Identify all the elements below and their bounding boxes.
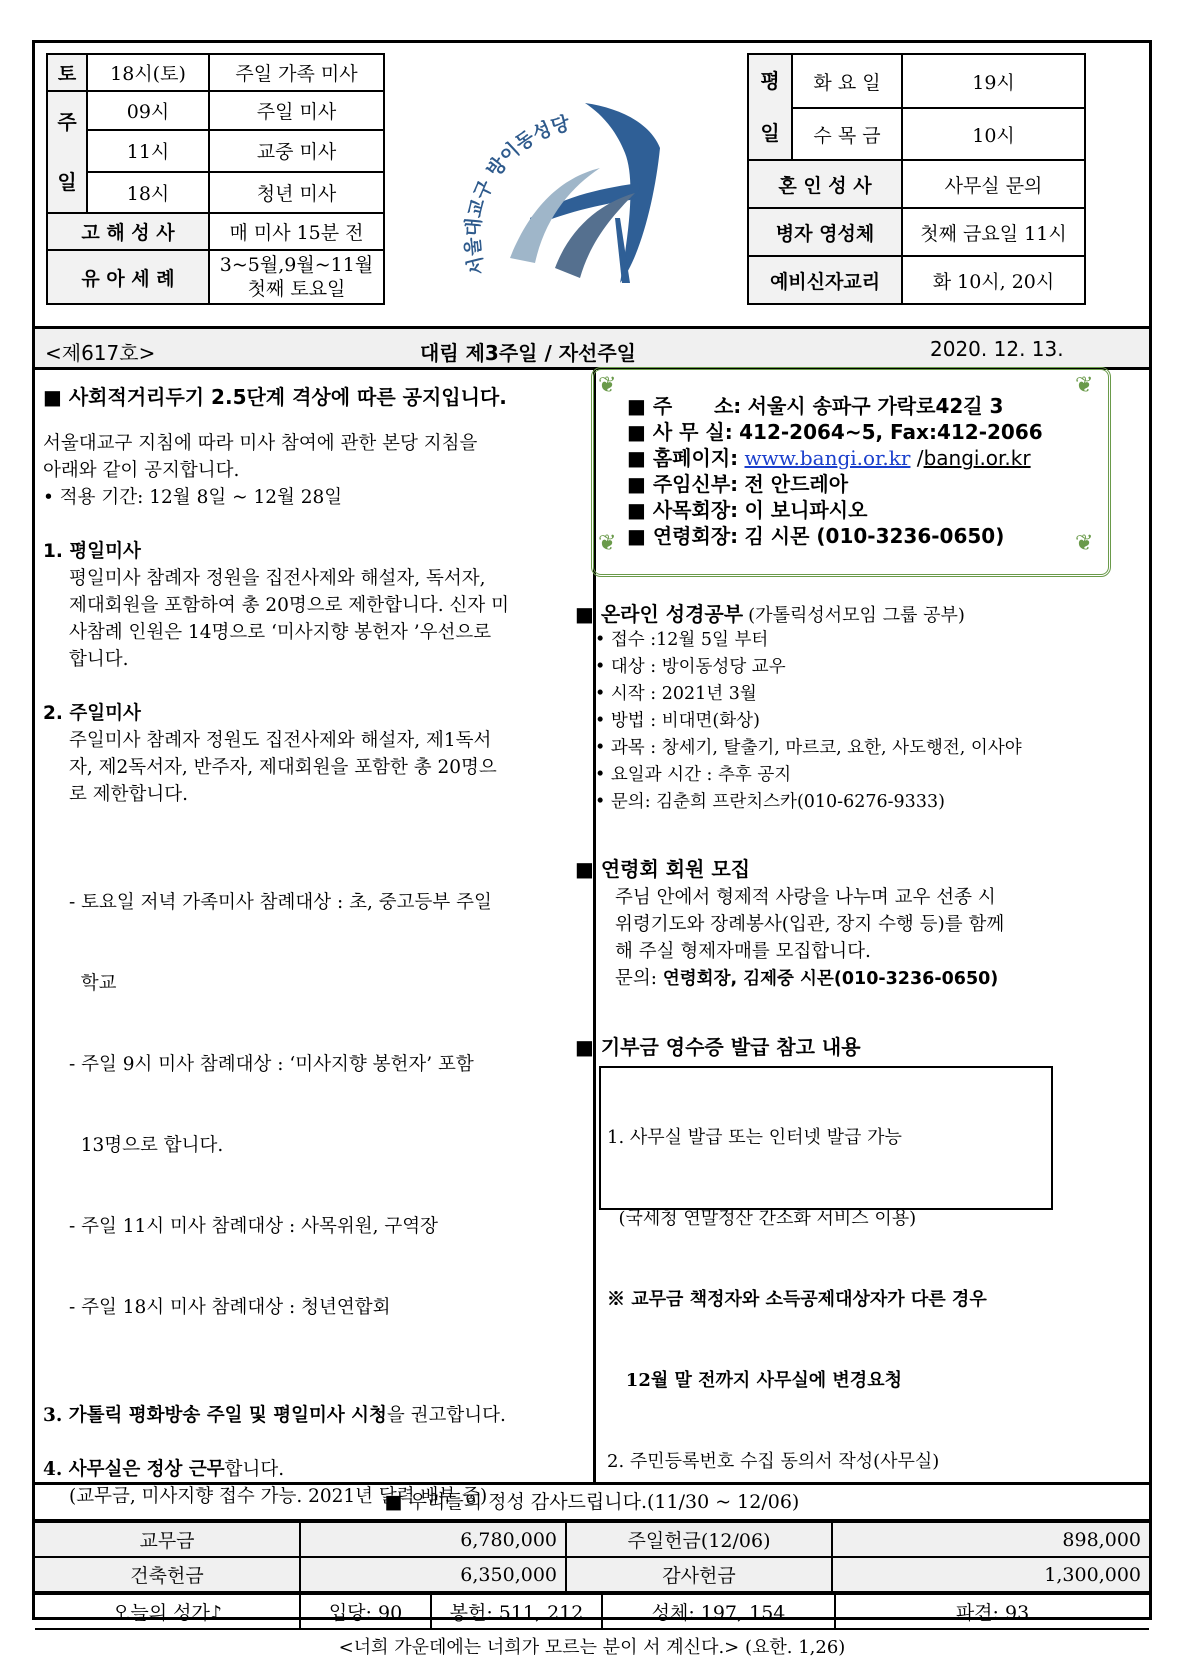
hymn-label: 오늘의 성가♪: [35, 1594, 300, 1629]
elder-value: 김 시몬 (010-3236-0650): [744, 524, 1005, 548]
weekday-days: 수 목 금: [792, 108, 902, 160]
address-value: 서울시 송파구 가락로42길 3: [747, 394, 1004, 418]
sick-communion-label: 병자 영성체: [748, 208, 902, 256]
bible-study-bullet: • 방법 : 비대면(화상): [595, 711, 760, 731]
attendance-list: [43, 835, 583, 1375]
elder-assoc-section: [575, 853, 1135, 993]
office-row: [627, 419, 1043, 445]
attendance-line: 학교: [69, 973, 117, 994]
item2-line: 로 제한합니다.: [69, 784, 188, 805]
homepage-row: [627, 445, 1043, 471]
infant-baptism-line2: 첫째 토요일: [247, 278, 346, 300]
item2-title: 2. 주일미사: [43, 703, 141, 724]
attendance-line: 13명으로 합니다.: [69, 1135, 224, 1156]
offering-value: 6,350,000: [300, 1557, 566, 1592]
marriage-value: 사무실 문의: [902, 160, 1085, 208]
sunday-label: [47, 91, 87, 213]
elder-row: [627, 523, 1043, 549]
donation-line: 1. 사무실 발급 또는 인터넷 발급 가능: [607, 1127, 902, 1148]
bible-study-bullet: • 과목 : 창세기, 탈출기, 마르코, 요한, 사도행전, 이사야: [595, 738, 1022, 758]
notice-section: [43, 376, 583, 1510]
infant-baptism-label: 유 아 세 례: [47, 250, 209, 304]
item2-line: 자, 제2독서자, 반주자, 제대회원을 포함한 총 20명으: [69, 757, 497, 778]
item1-line: 평일미사 참례자 정원을 집전사제와 해설자, 독서자,: [69, 568, 486, 589]
scripture-verse: <너희 가운데에는 너희가 모르는 분이 서 계신다.> (요한. 1,26): [338, 1637, 846, 1658]
schedule-time: 18시: [87, 172, 209, 213]
weekday-label: [748, 54, 792, 160]
elder-assoc-line: 주님 안에서 형제적 사랑을 나누며 교우 선종 시: [615, 887, 996, 908]
donation-title: ■ 기부금 영수증 발급 참고 내용: [575, 1035, 861, 1059]
elder-assoc-contact: [615, 965, 1135, 993]
hymn-offertory: 봉헌: 511, 212: [431, 1594, 602, 1629]
offering-value: 898,000: [832, 1522, 1149, 1557]
item4-sub: (교무금, 미사지향 접수 가능. 2021년 달력 배부 중): [69, 1486, 488, 1507]
donation-section: [575, 1031, 1135, 1060]
priest-row: [627, 471, 1043, 497]
item1-line: 사참례 인원은 14명으로 ‘미사지향 봉헌자 ’우선으로: [69, 622, 492, 643]
offering-thanks: ■ 우리들의 정성 감사드립니다.(11/30 ~ 12/06): [35, 1485, 1149, 1521]
schedule-mass: 교중 미사: [209, 130, 384, 173]
attendance-line: - 토요일 저녁 가족미사 참례대상 : 초, 중고등부 주일: [69, 892, 492, 913]
frame-ornament-tl: ❦: [598, 373, 617, 398]
confession-label: 고 해 성 사: [47, 213, 209, 250]
bible-study-title-row: [575, 598, 1135, 627]
attendance-line: - 주일 18시 미사 참례대상 : 청년연합회: [69, 1297, 391, 1318]
offering-label: 건축헌금: [35, 1557, 300, 1592]
attendance-line: - 주일 11시 미사 참례대상 : 사목위원, 구역장: [69, 1216, 439, 1237]
schedule-mass: 청년 미사: [209, 172, 384, 213]
pastoral-label: ■ 사목회장:: [627, 498, 739, 522]
weekday-label-1: 평: [760, 69, 780, 93]
elder-assoc-contact-value: 연령회장, 김제중 시몬(010-3236-0650): [662, 969, 999, 989]
priest-label: ■ 주임신부:: [627, 472, 739, 496]
homepage-label: ■ 홈페이지:: [627, 446, 739, 470]
item1-line: 제대회원을 포함하여 총 20명으로 제한합니다. 신자 미: [69, 595, 509, 616]
frame-ornament-tr: ❦: [1075, 373, 1094, 398]
logo-icon: [440, 68, 710, 308]
weekday-label-2: 일: [760, 121, 780, 145]
schedule-time: 18시(토): [87, 54, 209, 91]
schedule-time: 09시: [87, 91, 209, 130]
address-row: [627, 393, 1043, 419]
bible-study-bullet: • 요일과 시간 : 추후 공지: [595, 765, 792, 785]
hymn-recessional: 파견: 93: [835, 1594, 1149, 1629]
elder-assoc-line: 위령기도와 장례봉사(입관, 장지 수행 등)를 함께: [615, 914, 1005, 935]
elder-assoc-contact-label: 문의:: [615, 968, 663, 989]
schedule-mass: 주일 미사: [209, 91, 384, 130]
parish-logo: [440, 68, 710, 308]
office-label: ■ 사 무 실:: [627, 420, 733, 444]
bible-study-title: ■ 온라인 성경공부: [575, 602, 744, 626]
pastoral-row: [627, 497, 1043, 523]
offering-value: 1,300,000: [832, 1557, 1149, 1592]
attendance-line: - 주일 9시 미사 참례대상 : ‘미사지향 봉헌자’ 포함: [69, 1054, 474, 1075]
weekday-days: 화 요 일: [792, 54, 902, 108]
item1-title: 1. 평일미사: [43, 541, 141, 562]
weekday-time: 19시: [902, 54, 1085, 108]
bible-study-bullet: • 시작 : 2021년 3월: [595, 684, 757, 704]
weekday-schedule-table: [747, 53, 1086, 305]
offering-section: [35, 1482, 1149, 1666]
issue-header: [35, 326, 1149, 370]
catechumen-value: 화 10시, 20시: [902, 256, 1085, 304]
marriage-label: 혼 인 성 사: [748, 160, 902, 208]
hymn-communion: 성체: 197, 154: [602, 1594, 835, 1629]
item4-bold: 4. 사무실은 정상 근무: [43, 1459, 225, 1480]
homepage-sep: /: [910, 446, 924, 470]
bulletin-page: [32, 40, 1152, 1658]
elder-label: ■ 연령회장:: [627, 524, 739, 548]
donation-body: [601, 1068, 1051, 1531]
notice-title: ■ 사회적거리두기 2.5단계 격상에 따른 공지입니다.: [43, 385, 507, 409]
offering-label: 감사헌금: [566, 1557, 832, 1592]
office-value: 412-2064~5, Fax:412-2066: [739, 420, 1043, 444]
donation-box: [599, 1066, 1053, 1472]
donation-line: 2. 주민등록번호 수집 동의서 작성(사무실): [607, 1451, 940, 1472]
offering-label: 교무금: [35, 1522, 300, 1557]
infant-baptism-line1: 3~5월,9월~11월: [219, 254, 374, 276]
notice-period: • 적용 기간: 12월 8일 ~ 12월 28일: [43, 487, 343, 508]
item1-line: 합니다.: [69, 649, 129, 670]
bible-study-note: (가톨릭성서모임 그룹 공부): [748, 605, 965, 626]
elder-assoc-title: ■ 연령회 회원 모집: [575, 857, 751, 881]
item1-body: [43, 565, 583, 673]
issue-number: <제617호>: [45, 341, 156, 365]
donation-line: ※ 교무금 책정자와 소득공제대상자가 다른 경우: [607, 1289, 987, 1310]
schedule-time: 11시: [87, 130, 209, 173]
homepage-link2[interactable]: bangi.or.kr: [923, 446, 1031, 470]
bible-study-bullet: • 접수 :12월 5일 부터: [595, 630, 769, 650]
sunday-label-2: 일: [57, 170, 77, 194]
homepage-link[interactable]: www.bangi.or.kr: [744, 446, 911, 470]
sunday-schedule-table: [46, 53, 385, 305]
issue-title: 대림 제3주일 / 자선주일: [420, 341, 636, 365]
donation-line: (국세청 연말정산 간소화 서비스 이용): [607, 1208, 917, 1229]
item4-rest: 합니다.: [224, 1459, 285, 1480]
address-label: ■ 주 소:: [627, 394, 742, 418]
item2-body: [43, 727, 583, 808]
priest-value: 전 안드레아: [744, 472, 849, 496]
offering-table: [35, 1521, 1149, 1593]
hymn-entrance: 입당: 90: [300, 1594, 431, 1629]
bible-study-bullet: • 대상 : 방이동성당 교우: [595, 657, 786, 677]
elder-assoc-body: [575, 884, 1135, 993]
notice-intro-1: 서울대교구 지침에 따라 미사 참여에 관한 본당 지침을: [43, 433, 478, 454]
logo-text: 서울대교구 방이동성당: [461, 112, 572, 278]
pastoral-value: 이 보니파시오: [744, 498, 868, 522]
bible-study-section: [575, 598, 1135, 816]
hymn-table: [35, 1593, 1149, 1630]
frame-ornament-br: ❦: [1075, 531, 1094, 556]
bible-study-bullets: [575, 627, 1135, 816]
sat-label: 토: [47, 54, 87, 91]
schedule-mass: 주일 가족 미사: [209, 54, 384, 91]
item2-line: 주일미사 참례자 정원도 집전사제와 해설자, 제1독서: [69, 730, 492, 751]
parish-info: [627, 393, 1043, 549]
item3-bold: 3. 가톨릭 평화방송 주일 및 평일미사 시청: [43, 1405, 387, 1426]
frame-ornament-bl: ❦: [598, 531, 617, 556]
offering-value: 6,780,000: [300, 1522, 566, 1557]
sick-communion-value: 첫째 금요일 11시: [902, 208, 1085, 256]
bible-study-bullet: • 문의: 김춘희 프란치스카(010-6276-9333): [595, 792, 945, 812]
infant-baptism-value: [209, 250, 384, 304]
offering-label: 주일헌금(12/06): [566, 1522, 832, 1557]
catechumen-label: 예비신자교리: [748, 256, 902, 304]
item3-rest: 을 권고합니다.: [386, 1405, 506, 1426]
notice-intro-2: 아래와 같이 공지합니다.: [43, 460, 240, 481]
item4: [43, 1456, 583, 1483]
issue-date: 2020. 12. 13.: [930, 337, 1064, 361]
weekday-time: 10시: [902, 108, 1085, 160]
item3: [43, 1402, 583, 1429]
confession-value: 매 미사 15분 전: [209, 213, 384, 250]
donation-line: 12월 말 전까지 사무실에 변경요청: [607, 1370, 902, 1391]
sunday-label-1: 주: [57, 110, 77, 134]
elder-assoc-line: 해 주실 형제자매를 모집합니다.: [615, 941, 871, 962]
